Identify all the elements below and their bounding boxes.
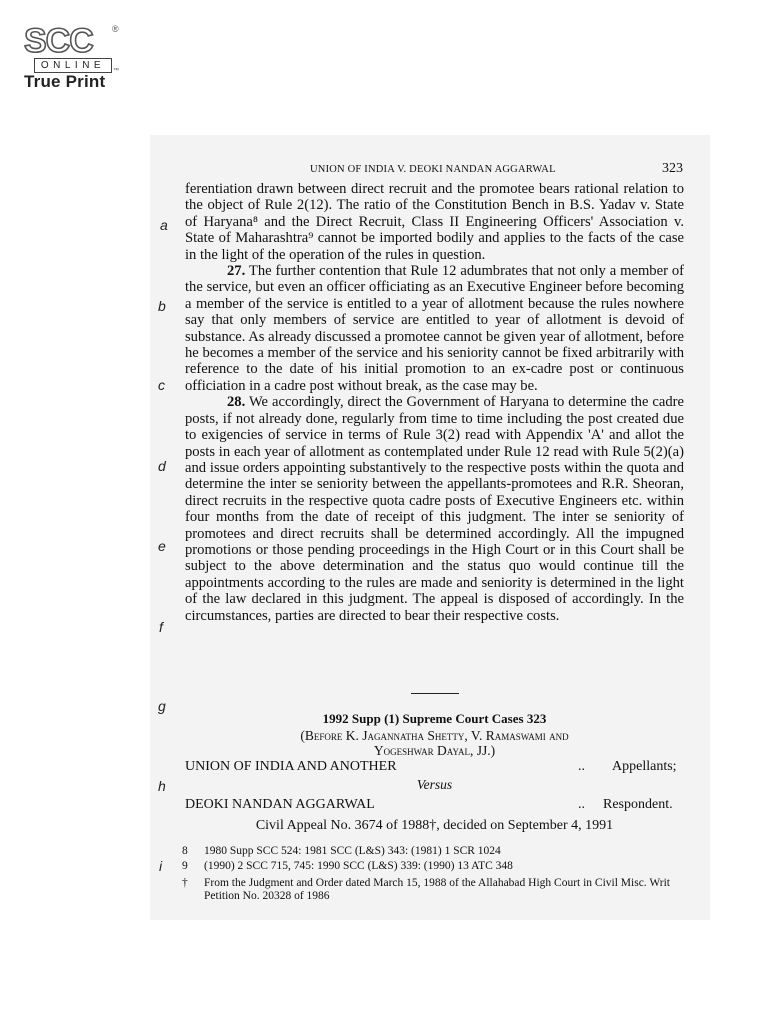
footnote-text: From the Judgment and Order dated March 15, 1988 of the Allahabad High Court in Civil Misc. Writ Petition No. 20328 of 1986 [204, 877, 670, 902]
respondent-name: DEOKI NANDAN AGGARWAL [185, 797, 375, 812]
paragraph-27 [185, 263, 684, 394]
logo-registered-mark: ® [112, 24, 119, 34]
logo-tagline: True Print [24, 72, 106, 91]
footnote-dagger [182, 877, 692, 903]
margin-letter-g: g [158, 698, 166, 714]
paragraph-27-number: 27. [227, 263, 246, 280]
footnote-mark: † [182, 877, 188, 889]
footnote-9 [182, 860, 692, 873]
section-divider [411, 693, 459, 694]
logo-trademark: ™ [113, 68, 119, 74]
footnote-mark: 8 [182, 845, 188, 857]
logo-subtitle: ONLINE [34, 58, 112, 73]
paragraph-27-text: The further contention that Rule 12 adumbrates that not only a member of the service, but even an officer officiating as an Executive Engineer before becoming a member of the service is entitled to a year of allotment because the rules nowhere say that only members of service are entitled to year of allotment is devoid of substance. As already discussed a promotee cannot be given year of allotment, before he becomes a member of the service and his seniority cannot be fixed arbitrarily with reference to the date of his initial promotion to an ex-cadre post or continuous officiation in a cadre post without break, as the case may be. [185, 263, 685, 394]
paragraph-28-text: We accordingly, direct the Government of Haryana to determine the cadre posts, if not already done, regularly from time to time including the post created due to exigencies of service in terms of Rule 3(2) read with Appendix 'A' and allot the posts in each year of allotment as contemplated under Rule 12 read with Rule 5(2)(a) and issue orders appointing substantively to the respective posts within the quota and determine the inter se seniority between the appellants-promotees and R.R. Sheoran, direct recruits in the respective quota cadre posts of Executive Engineers etc. within four months from the date of receipt of this judgment. The inter se seniority of promotees and direct recruits shall be determined accordingly. All the impugned promotions or those pending proceedings in the High Court or in this Court shall be subject to the above determination and the status quo would continue till the appointments according to the rules are made and seniority is determined in the light of the law declared in this judgment. The appeal is disposed of accordingly. In the circumstances, parties are directed to bear their respective costs. [185, 394, 684, 624]
paragraph-28 [185, 394, 684, 624]
appellant-name: UNION OF INDIA AND ANOTHER [185, 759, 397, 774]
versus-label: Versus [416, 777, 453, 792]
logo-brand: SCC [24, 22, 93, 60]
margin-letter-i: i [159, 858, 163, 874]
margin-letter-f: f [159, 619, 163, 635]
appellant-role: Appellants; [612, 759, 677, 774]
case-citation: 1992 Supp (1) Supreme Court Cases 323 [322, 711, 547, 726]
footnote-mark: 9 [182, 860, 188, 872]
respondent-role: Respondent. [603, 797, 673, 812]
running-head: UNION OF INDIA V. DEOKI NANDAN AGGARWAL [310, 164, 556, 175]
margin-letter-d: d [158, 458, 166, 474]
margin-letter-b: b [158, 298, 166, 314]
paragraph-continued: ferentiation drawn between direct recruit and the promotee bears rational relation to the object of Rule 2(12). The ratio of the Constitution Bench in B.S. Yadav v. State of Haryana⁸ and the Direct Recruit, Class II Engineering Officers' Association v. State of Maharashtra⁹ cannot be imported bodily and applies to the facts of the case in the light of the operation of the rules in question. [185, 181, 684, 263]
footnote-text: (1990) 2 SCC 715, 745: 1990 SCC (L&S) 339: (1990) 13 ATC 348 [204, 860, 513, 872]
bench-line-2: Yogeshwar Dayal, JJ.) [373, 743, 496, 758]
footnote-text: 1980 Supp SCC 524: 1981 SCC (L&S) 343: (1981) 1 SCR 1024 [204, 845, 501, 857]
margin-letter-h: h [158, 778, 166, 794]
margin-letter-e: e [158, 538, 166, 554]
bench-line-1: (Before K. Jagannatha Shetty, V. Ramaswami and [300, 728, 569, 743]
respondent-dots: .. [578, 797, 585, 812]
paragraph-28-number: 28. [227, 394, 246, 411]
judgment-body [185, 181, 684, 624]
footnote-8 [182, 845, 692, 858]
appeal-number-line: Civil Appeal No. 3674 of 1988†, decided on September 4, 1991 [255, 818, 614, 833]
scc-online-logo [20, 24, 120, 94]
margin-letter-a: a [160, 217, 168, 233]
appellant-dots: .. [578, 759, 585, 774]
page-number: 323 [662, 161, 683, 176]
margin-letter-c: c [158, 377, 165, 393]
